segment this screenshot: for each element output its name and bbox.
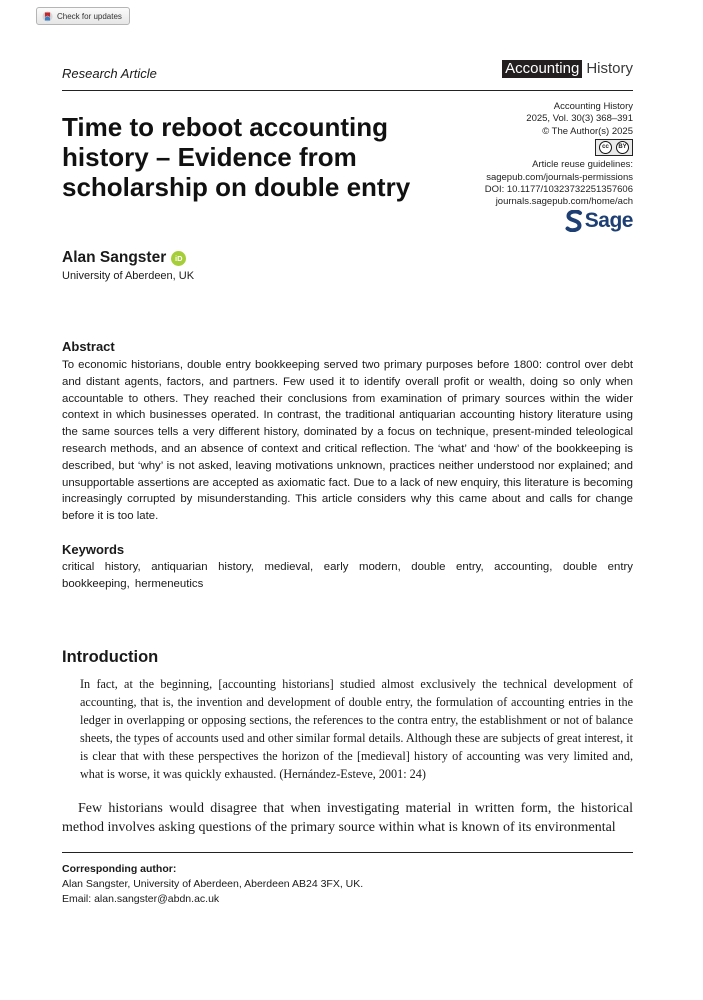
meta-journal: Accounting History: [553, 101, 633, 112]
keywords-text: critical history, antiquarian history, medieval, early modern, double entry, accounting, double entry bookkeeping, hermeneutics: [62, 561, 633, 590]
article-meta: [413, 101, 633, 209]
header-rule: [62, 90, 633, 91]
cc-icon: cc: [599, 141, 612, 154]
sage-s-icon: [565, 210, 583, 232]
journal-logo-part1: Accounting: [502, 60, 582, 78]
article-type: Research Article: [62, 66, 157, 81]
abstract-heading: Abstract: [62, 339, 115, 354]
crossmark-icon: [42, 11, 53, 22]
meta-citation: 2025, Vol. 30(3) 368–391: [526, 113, 633, 125]
meta-copyright: © The Author(s) 2025: [542, 125, 633, 137]
corresponding-email[interactable]: Email: alan.sangster@abdn.ac.uk: [62, 893, 220, 905]
meta-permissions-link[interactable]: sagepub.com/journals-permissions: [486, 171, 633, 183]
journal-logo: [502, 60, 633, 78]
check-for-updates-label: Check for updates: [57, 11, 122, 21]
sage-logo: [565, 209, 633, 233]
abstract-text: To economic historians, double entry bookkeeping served two primary purposes before 1800: control over debt and distant agents, factors, and partners. Few used it to identify overall profit or wealth, doing so only when accountable to others. They reached their conclusions from examination of primary sources within the wider context in which businesses operated. In contrast, the traditional antiquarian accounting history literature using the same sources tells a very different history, dominated by a focus on technique, present-minded teleological research methods, and an absence of context and critical reflection. The ‘what’ and ‘how’ of the bookkeeping is described, but ‘why’ is not asked, leaving motivations unknown, practices neither understood nor explained; and unsupportable assertions are accepted as axiomatic fact. Due to a lack of new enquiry, this literature is becoming increasingly corrupted by misunderstanding. This article considers why this came about and calls for change before it is too late.: [62, 359, 633, 523]
meta-reuse: Article reuse guidelines:: [532, 159, 633, 171]
author-affiliation: University of Aberdeen, UK: [62, 270, 195, 282]
meta-doi[interactable]: DOI: 10.1177/10323732251357606: [484, 184, 633, 196]
introduction-body: Few historians would disagree that when investigating material in written form, the historical method involves asking questions of the primary source within what is known of its environmental: [62, 801, 633, 836]
cc-license-badge[interactable]: [595, 139, 633, 156]
introduction-quote: In fact, at the beginning, [accounting historians] studied almost exclusively the technical development of accounting, that is, the invention and development of double entry, the formulation of accounting entries in the ledger in overlapping or opposing sections, the references to the contra entry, the establishment or not of balance sheets, the types of accounts used and other similar formal details. Although these are subjects of great interest, it is clear that with these perspectives the horizon of the [medieval] history of accounting was very limited and, what is worse, it was quickly exhausted. (Hernández-Esteve, 2001: 24): [80, 677, 633, 781]
orcid-icon[interactable]: iD: [171, 251, 186, 266]
footnote-rule: [62, 852, 633, 853]
corresponding-label: Corresponding author:: [62, 863, 177, 875]
corresponding-address: Alan Sangster, University of Aberdeen, Aberdeen AB24 3FX, UK.: [62, 878, 364, 890]
keywords-heading: Keywords: [62, 542, 125, 557]
check-for-updates-button[interactable]: [36, 7, 130, 25]
article-title: Time to reboot accounting history – Evidence from scholarship on double entry: [62, 112, 411, 202]
sage-wordmark: Sage: [584, 209, 633, 232]
introduction-heading: Introduction: [62, 648, 159, 666]
by-icon: BY: [616, 141, 629, 154]
author-name: Alan Sangster: [62, 249, 167, 266]
corresponding-author: [62, 862, 363, 907]
meta-home-link[interactable]: journals.sagepub.com/home/ach: [495, 196, 633, 208]
journal-logo-part2: History: [586, 60, 633, 77]
author: [62, 249, 186, 267]
